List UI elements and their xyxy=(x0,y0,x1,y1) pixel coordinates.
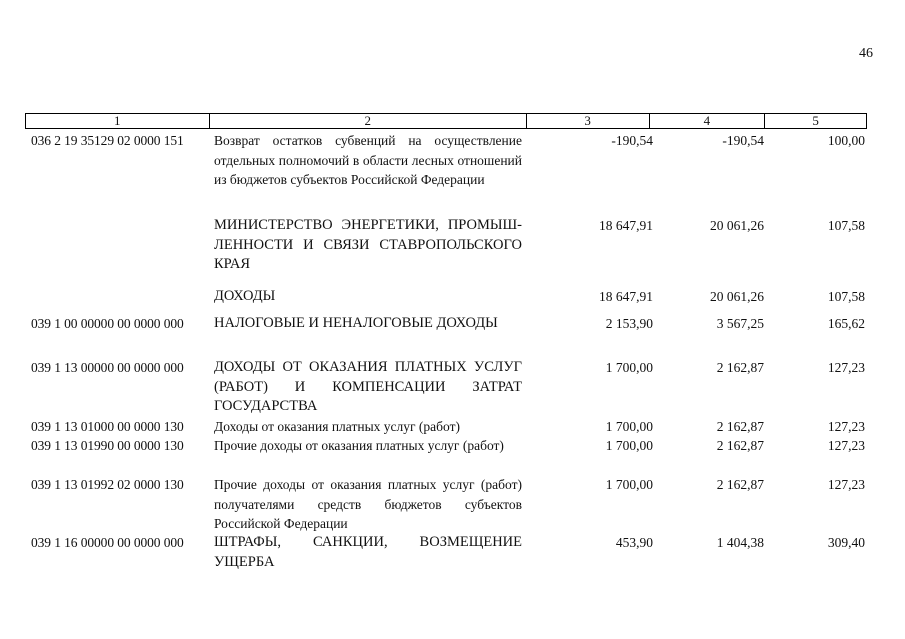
row-value-col3: 2 153,90 xyxy=(605,316,653,331)
table-header xyxy=(25,113,867,129)
page-number: 46 xyxy=(859,46,873,61)
row-value-col4: 20 061,26 xyxy=(710,289,764,304)
row-value-col4: -190,54 xyxy=(722,133,764,148)
row-description: ШТРАФЫ, САНКЦИИ, ВОЗМЕЩЕНИЕ УЩЕРБА xyxy=(214,534,522,570)
row-value-col4: 1 404,38 xyxy=(716,535,764,550)
row-value-col3: 1 700,00 xyxy=(605,360,653,375)
row-description: МИНИСТЕРСТВО ЭНЕРГЕТИКИ, ПРОМЫШ-ЛЕННОСТИ И СВЯЗИ СТАВРОПОЛЬСКОГО КРАЯ xyxy=(214,217,522,272)
row-description: ДОХОДЫ ОТ ОКАЗАНИЯ ПЛАТНЫХ УСЛУГ (РАБОТ) И КОМПЕНСАЦИИ ЗАТРАТ ГОСУДАРСТВА xyxy=(214,359,522,414)
row-description: ДОХОДЫ xyxy=(214,288,276,304)
row-value-col5: 127,23 xyxy=(827,419,865,434)
row-value-col3: 18 647,91 xyxy=(599,289,653,304)
row-description: Прочие доходы от оказания платных услуг (работ) xyxy=(214,438,504,453)
row-value-col4: 2 162,87 xyxy=(716,360,764,375)
row-value-col4: 3 567,25 xyxy=(716,316,764,331)
row-description: Возврат остатков субвенций на осуществление отдельных полномочий в области лесных отношений из бюджетов субъектов Российской Федерации xyxy=(214,133,522,187)
header-col-5: 5 xyxy=(812,113,819,128)
row-value-col3: 453,90 xyxy=(615,535,653,550)
row-value-col4: 2 162,87 xyxy=(716,419,764,434)
row-code: 039 1 13 01000 00 0000 130 xyxy=(31,419,184,434)
row-value-col5: 309,40 xyxy=(827,535,865,550)
row-code: 039 1 13 00000 00 0000 000 xyxy=(31,360,184,375)
row-value-col3: -190,54 xyxy=(611,133,653,148)
row-value-col5: 127,23 xyxy=(827,360,865,375)
header-col-2: 2 xyxy=(210,114,527,128)
row-code: 039 1 13 01992 02 0000 130 xyxy=(31,477,184,492)
row-value-col4: 20 061,26 xyxy=(710,218,764,233)
row-code: 036 2 19 35129 02 0000 151 xyxy=(31,133,184,148)
row-value-col4: 2 162,87 xyxy=(716,477,764,492)
row-value-col5: 165,62 xyxy=(827,316,865,331)
row-value-col3: 1 700,00 xyxy=(605,438,653,453)
row-value-col5: 127,23 xyxy=(827,438,865,453)
header-col-4: 4 xyxy=(650,114,766,128)
row-value-col5: 100,00 xyxy=(827,133,865,148)
header-col-1: 1 xyxy=(26,114,210,128)
row-code: 039 1 16 00000 00 0000 000 xyxy=(31,535,184,550)
row-code: 039 1 13 01990 00 0000 130 xyxy=(31,438,184,453)
row-description: Доходы от оказания платных услуг (работ) xyxy=(214,419,460,434)
row-value-col5: 127,23 xyxy=(827,477,865,492)
row-value-col5: 107,58 xyxy=(827,289,865,304)
row-code: 039 1 00 00000 00 0000 000 xyxy=(31,316,184,331)
row-description: НАЛОГОВЫЕ И НЕНАЛОГОВЫЕ ДОХОДЫ xyxy=(214,315,498,331)
row-value-col3: 18 647,91 xyxy=(599,218,653,233)
header-col-3: 3 xyxy=(527,114,650,128)
row-value-col3: 1 700,00 xyxy=(605,477,653,492)
row-value-col3: 1 700,00 xyxy=(605,419,653,434)
row-description: Прочие доходы от оказания платных услуг (работ) получателями средств бюджетов субъектов Российской Федерации xyxy=(214,477,522,531)
row-value-col4: 2 162,87 xyxy=(716,438,764,453)
row-value-col5: 107,58 xyxy=(827,218,865,233)
